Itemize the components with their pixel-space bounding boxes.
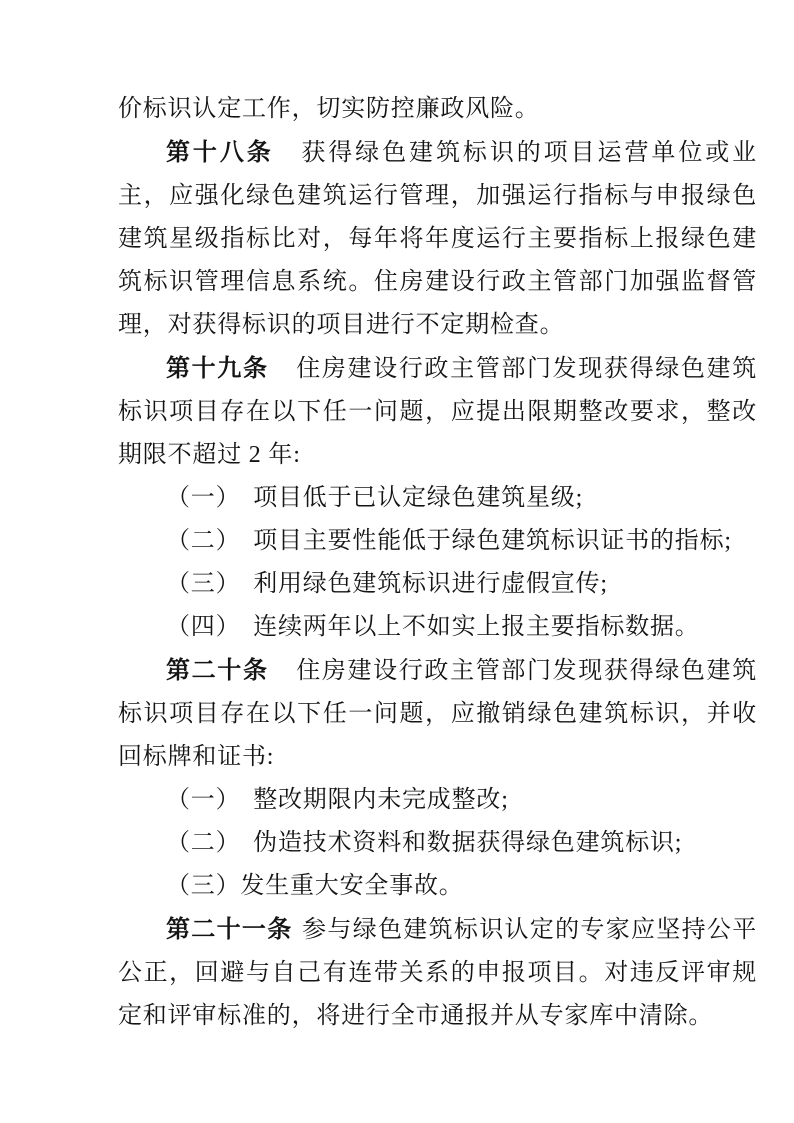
article-19-number: 第十九条: [166, 355, 269, 382]
article-20-number: 第二十条: [166, 657, 269, 684]
article-18: [118, 131, 757, 347]
list-item-text: （四） 连续两年以上不如实上报主要指标数据。: [166, 614, 700, 640]
list-item-text: （一） 项目低于已认定绿色建筑星级;: [166, 485, 584, 511]
article-20-item-2: [118, 822, 757, 865]
list-item-text: （二） 伪造技术资料和数据获得绿色建筑标识;: [166, 830, 683, 856]
article-19-item-1: [118, 477, 757, 520]
article-19: [118, 347, 757, 477]
article-19-item-3: [118, 563, 757, 606]
list-item-text: （三）发生重大安全事故。: [166, 873, 464, 899]
article-21-number: 第二十一条: [166, 916, 293, 943]
article-20-item-3: [118, 865, 757, 908]
paragraph-continuation: [118, 88, 757, 131]
article-20-item-1: [118, 779, 757, 822]
article-20-text: 住房建设行政主管部门发现获得绿色建筑标识项目存在以下任一问题，应撤销绿色建筑标识，并收回标牌和证书:: [118, 658, 757, 770]
list-item-text: （二） 项目主要性能低于绿色建筑标识证书的指标;: [166, 528, 732, 554]
list-item-text: （一） 整改期限内未完成整改;: [166, 787, 509, 813]
article-20: [118, 649, 757, 779]
article-19-text: 住房建设行政主管部门发现获得绿色建筑标识项目存在以下任一问题，应提出限期整改要求，整改期限不超过 2 年:: [118, 356, 757, 468]
article-21-text: 参与绿色建筑标识认定的专家应坚持公平公正，回避与自己有连带关系的申报项目。对违反评审规定和评审标准的，将进行全市通报并从专家库中清除。: [118, 917, 757, 1029]
article-18-text: 获得绿色建筑标识的项目运营单位或业主，应强化绿色建筑运行管理，加强运行指标与申报绿色建筑星级指标比对，每年将年度运行主要指标上报绿色建筑标识管理信息系统。住房建设行政主管部门加强监督管理，对获得标识的项目进行不定期检查。: [118, 140, 757, 338]
paragraph-text: 价标识认定工作，切实防控廉政风险。: [118, 96, 540, 122]
article-19-item-2: [118, 520, 757, 563]
article-19-item-4: [118, 606, 757, 649]
list-item-text: （三） 利用绿色建筑标识进行虚假宣传;: [166, 571, 608, 597]
article-21: [118, 908, 757, 1038]
article-18-number: 第十八条: [166, 139, 274, 166]
